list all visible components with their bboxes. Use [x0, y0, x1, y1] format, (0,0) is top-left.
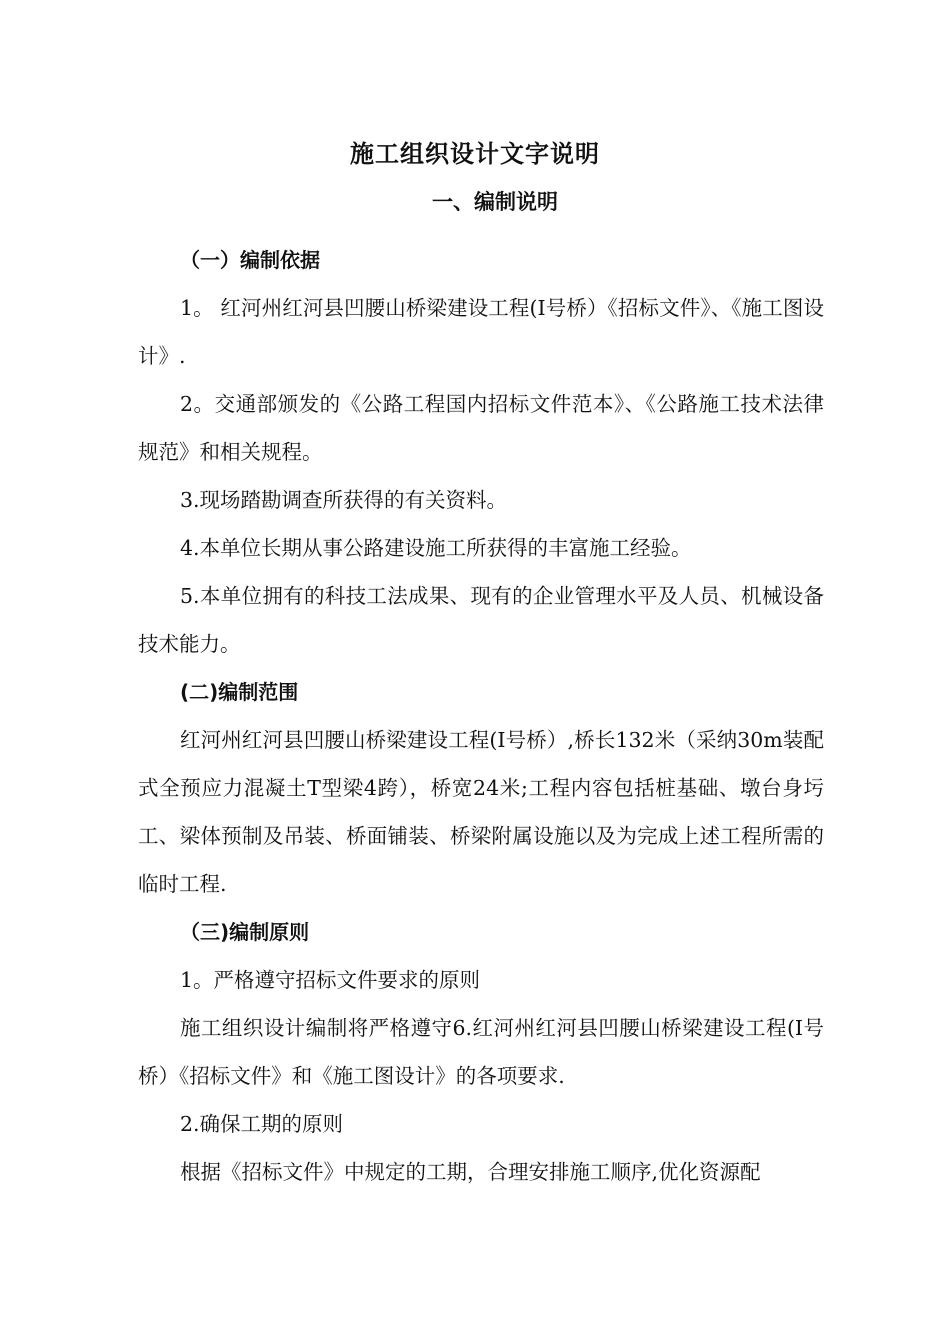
- paragraph: 5.本单位拥有的科技工法成果、现有的企业管理水平及人员、机械设备技术能力。: [138, 584, 824, 656]
- paragraph: 2.确保工期的原则: [180, 1112, 344, 1136]
- paragraph: 施工组织设计编制将严格遵守6.红河州红河县凹腰山桥梁建设工程(I号桥）《招标文件》和《施工图设计》的各项要求.: [138, 1016, 824, 1088]
- paragraph: 2。交通部颁发的《公路工程国内招标文件范本》、《公路施工技术法律规范》和相关规程。: [138, 392, 824, 464]
- paragraph: 3.现场踏勘调查所获得的有关资料。: [180, 488, 508, 512]
- paragraph: 1。严格遵守招标文件要求的原则: [180, 968, 481, 992]
- paragraph: 根据《招标文件》中规定的工期，合理安排施工顺序,优化资源配: [180, 1160, 761, 1184]
- document-title: 施工组织设计文字说明: [350, 140, 600, 168]
- document-body: [138, 236, 824, 1196]
- paragraph: 4.本单位长期从事公路建设施工所获得的丰富施工经验。: [180, 536, 692, 560]
- section-heading: 一、编制说明: [432, 190, 558, 214]
- paragraph: 1。 红河州红河县凹腰山桥梁建设工程(I号桥）《招标文件》、《施工图设计》.: [138, 296, 824, 368]
- subheading-principles: （三)编制原则: [180, 920, 310, 944]
- paragraph: 红河州红河县凹腰山桥梁建设工程(I号桥）,桥长132米（采纳30m装配式全预应力混凝土T型梁4跨），桥宽24米;工程内容包括桩基础、墩台身圬工、梁体预制及吊装、桥面铺装、桥梁附属设施以及为完成上述工程所需的临时工程.: [138, 728, 824, 896]
- subheading-scope: (二)编制范围: [180, 680, 299, 704]
- subheading-basis: （一）编制依据: [180, 248, 320, 272]
